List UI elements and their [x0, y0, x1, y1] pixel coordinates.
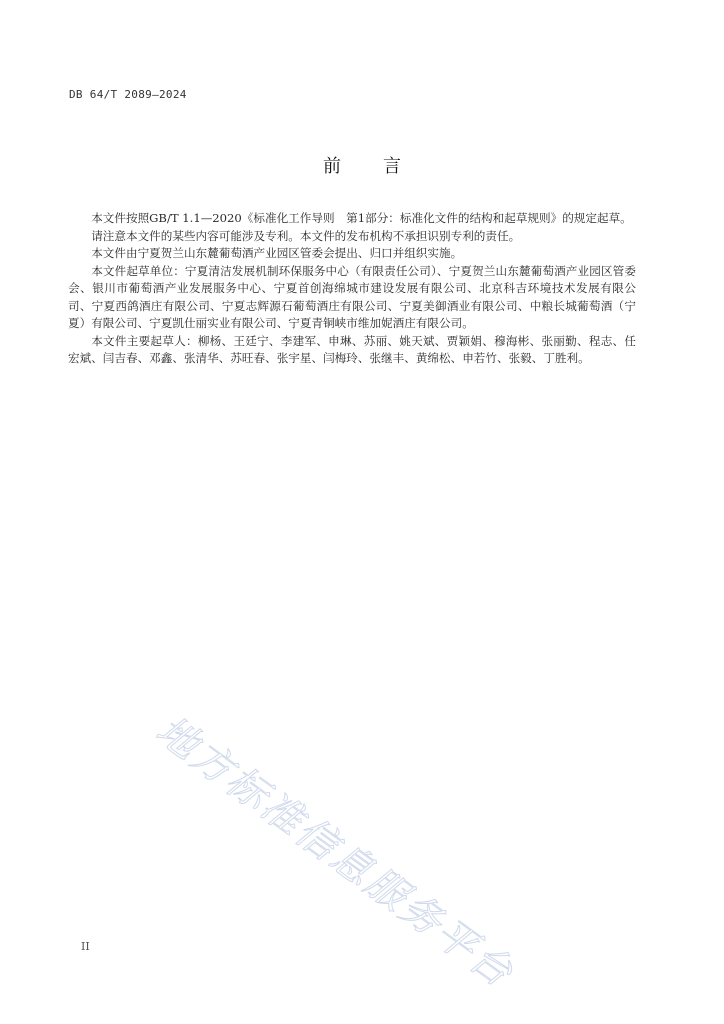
page-number: II	[81, 940, 90, 953]
watermark: 地方标准信息服务平台	[147, 707, 523, 998]
page-title: 前言	[323, 156, 443, 177]
paragraph-drafting-units: 本文件起草单位：宁夏清洁发展机制环保服务中心（有限责任公司）、宁夏贺兰山东麓葡萄酒产业园区管委会、银川市葡萄酒产业发展服务中心、宁夏首创海绵城市建设发展有限公司、北京科吉环境技术发展有限公司、宁夏西鸽酒庄有限公司、宁夏志辉源石葡萄酒庄有限公司、宁夏美御酒业有限公司、中粮长城葡萄酒（宁夏）有限公司、宁夏凯仕丽实业有限公司、宁夏青铜峡市维加妮酒庄有限公司。	[68, 263, 636, 330]
paragraph-proposer: 本文件由宁夏贺兰山东麓葡萄酒产业园区管委会提出、归口并组织实施。	[91, 246, 463, 260]
paragraph-drafters: 本文件主要起草人：柳杨、王廷宁、李建军、申琳、苏丽、姚天斌、贾颖娟、穆海彬、张丽勤、程志、任宏斌、闫吉春、邓鑫、张清华、苏旺春、张宇星、闫梅玲、张继丰、黄绵松、申若竹、张毅、丁胜利。	[68, 333, 636, 365]
paragraph-drafting-rules: 本文件按照GB/T 1.1—2020《标准化工作导则 第1部分：标准化文件的结构和起草规则》的规定起草。	[91, 211, 632, 225]
paragraph-patent-notice: 请注意本文件的某些内容可能涉及专利。本文件的发布机构不承担识别专利的责任。	[91, 228, 521, 243]
foreword-body	[68, 210, 636, 368]
document-code: DB 64/T 2089—2024	[69, 88, 187, 101]
